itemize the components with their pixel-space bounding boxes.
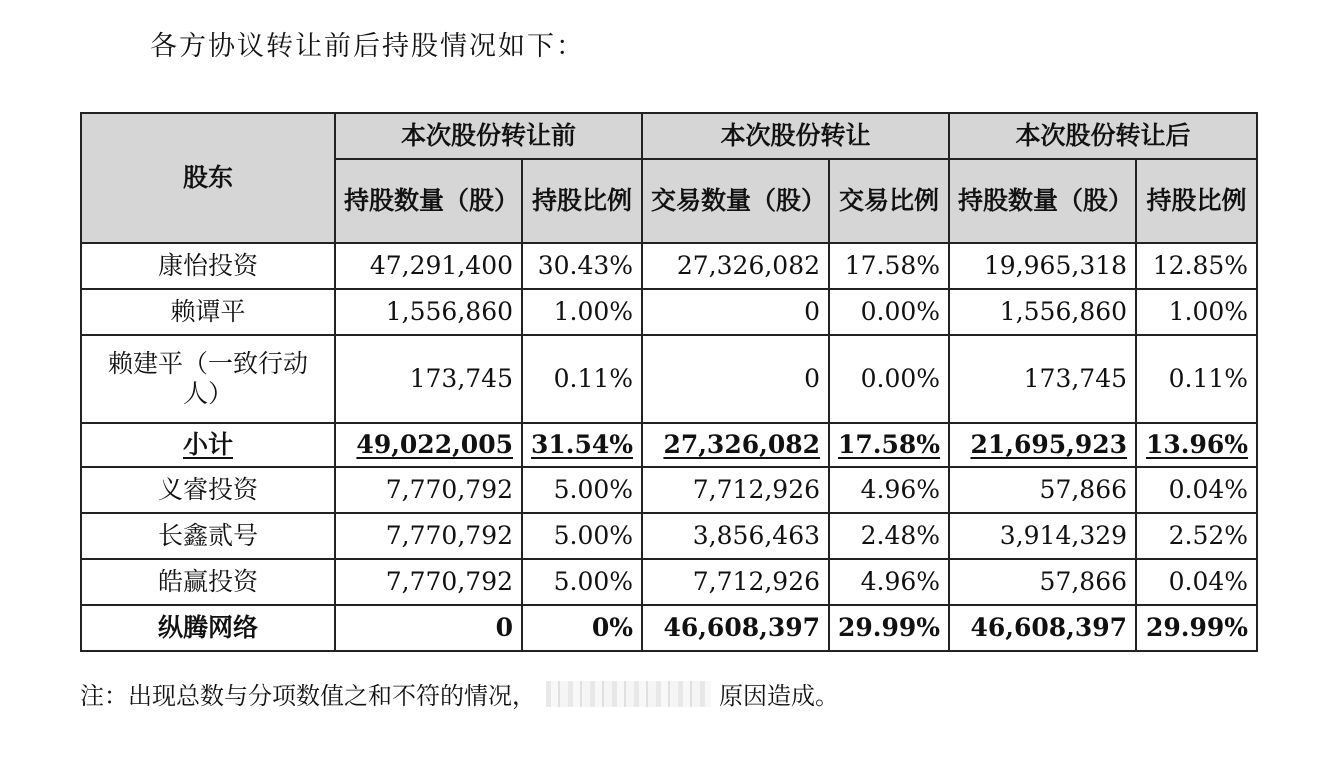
- shares-after: 173,745: [949, 335, 1136, 423]
- shares-before: 7,770,792: [335, 467, 522, 513]
- shares-before: 7,770,792: [335, 559, 522, 605]
- subtotal-row: [81, 423, 1257, 467]
- subtotal-trade-ratio: 17.58%: [838, 430, 941, 459]
- redacted-text: [546, 681, 711, 707]
- subtotal-label: 小计: [182, 430, 233, 459]
- trade-shares: 46,608,397: [642, 605, 829, 651]
- table-row: [81, 289, 1257, 335]
- ratio-before: 1.00%: [522, 289, 642, 335]
- group-header-before: 本次股份转让前: [335, 113, 642, 159]
- trade-ratio: 2.48%: [829, 513, 949, 559]
- subtotal-shares-before: 49,022,005: [356, 430, 513, 459]
- table-row: [81, 513, 1257, 559]
- subheader-trade-shares: 交易数量（股）: [642, 159, 829, 243]
- shareholding-table: [80, 112, 1258, 652]
- trade-ratio: 29.99%: [829, 605, 949, 651]
- shares-after: 57,866: [949, 559, 1136, 605]
- subheader-shares-after: 持股数量（股）: [949, 159, 1136, 243]
- trade-ratio: 0.00%: [829, 335, 949, 423]
- ratio-before: 30.43%: [522, 243, 642, 289]
- shareholder-name: 纵腾网络: [81, 605, 335, 651]
- shares-after: 3,914,329: [949, 513, 1136, 559]
- ratio-before: 0%: [522, 605, 642, 651]
- shares-after: 1,556,860: [949, 289, 1136, 335]
- subheader-ratio-after: 持股比例: [1136, 159, 1257, 243]
- footnote: [80, 676, 839, 711]
- shares-after: 57,866: [949, 467, 1136, 513]
- shareholder-name: 皓赢投资: [81, 559, 335, 605]
- ratio-after: 29.99%: [1136, 605, 1257, 651]
- trade-ratio: 4.96%: [829, 467, 949, 513]
- trade-shares: 0: [642, 335, 829, 423]
- trade-shares: 7,712,926: [642, 559, 829, 605]
- ratio-before: 0.11%: [522, 335, 642, 423]
- subheader-trade-ratio: 交易比例: [829, 159, 949, 243]
- shares-after: 19,965,318: [949, 243, 1136, 289]
- ratio-after: 0.04%: [1136, 559, 1257, 605]
- subheader-ratio-before: 持股比例: [522, 159, 642, 243]
- trade-ratio: 17.58%: [829, 243, 949, 289]
- footnote-text-after: 原因造成。: [719, 682, 839, 710]
- table-row: [81, 605, 1257, 651]
- subtotal-ratio-before: 31.54%: [531, 430, 634, 459]
- group-header-after: 本次股份转让后: [949, 113, 1257, 159]
- shares-before: 173,745: [335, 335, 522, 423]
- page-heading: 各方协议转让前后持股情况如下：: [150, 31, 585, 62]
- ratio-after: 0.11%: [1136, 335, 1257, 423]
- shares-after: 46,608,397: [949, 605, 1136, 651]
- ratio-after: 0.04%: [1136, 467, 1257, 513]
- ratio-after: 1.00%: [1136, 289, 1257, 335]
- group-header-transfer: 本次股份转让: [642, 113, 949, 159]
- trade-shares: 7,712,926: [642, 467, 829, 513]
- subtotal-ratio-after: 13.96%: [1146, 430, 1249, 459]
- ratio-before: 5.00%: [522, 513, 642, 559]
- table-row: [81, 243, 1257, 289]
- footnote-text-before: 注：出现总数与分项数值之和不符的情况，: [80, 682, 536, 710]
- shareholder-name: 康怡投资: [81, 243, 335, 289]
- table-row: [81, 467, 1257, 513]
- table-row: [81, 335, 1257, 423]
- shares-before: 0: [335, 605, 522, 651]
- subheader-shares-before: 持股数量（股）: [335, 159, 522, 243]
- ratio-after: 2.52%: [1136, 513, 1257, 559]
- subtotal-shares-after: 21,695,923: [970, 430, 1128, 459]
- table-row: [81, 559, 1257, 605]
- subtotal-trade-shares: 27,326,082: [663, 430, 821, 459]
- trade-shares: 0: [642, 289, 829, 335]
- shares-before: 7,770,792: [335, 513, 522, 559]
- shareholder-name: 义睿投资: [81, 467, 335, 513]
- shares-before: 1,556,860: [335, 289, 522, 335]
- shareholder-name: 赖建平（一致行动人）: [81, 335, 335, 423]
- shareholder-header: 股东: [81, 113, 335, 243]
- shares-before: 47,291,400: [335, 243, 522, 289]
- trade-ratio: 0.00%: [829, 289, 949, 335]
- ratio-before: 5.00%: [522, 467, 642, 513]
- trade-shares: 3,856,463: [642, 513, 829, 559]
- ratio-after: 12.85%: [1136, 243, 1257, 289]
- shareholder-name: 赖谭平: [81, 289, 335, 335]
- ratio-before: 5.00%: [522, 559, 642, 605]
- trade-ratio: 4.96%: [829, 559, 949, 605]
- shareholder-name: 长鑫贰号: [81, 513, 335, 559]
- trade-shares: 27,326,082: [642, 243, 829, 289]
